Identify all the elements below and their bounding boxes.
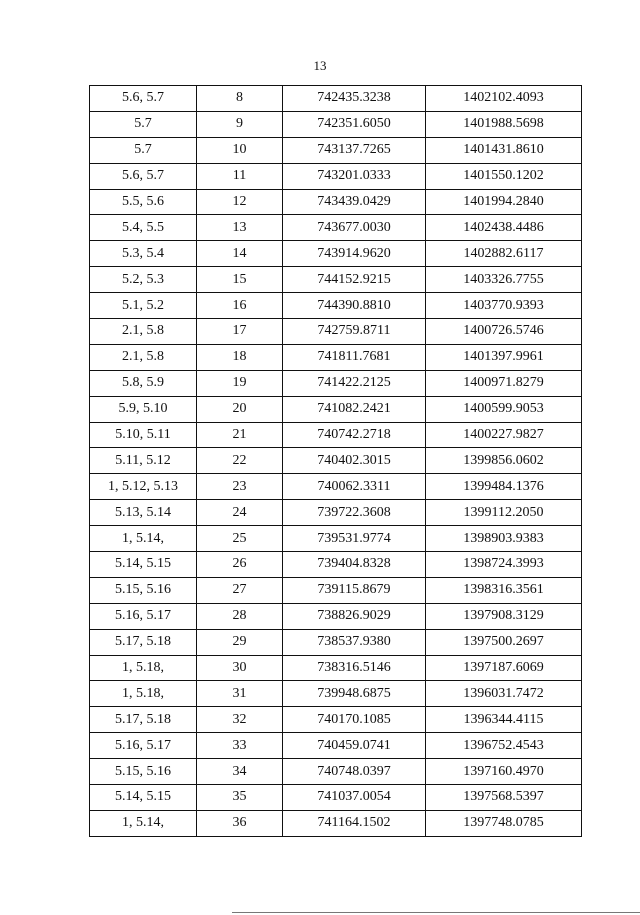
- y-coordinate-cell: 1400227.9827: [426, 422, 582, 448]
- y-coordinate-cell: 1399856.0602: [426, 448, 582, 474]
- table-row: [90, 111, 582, 137]
- point-number-cell: 18: [197, 344, 283, 370]
- y-coordinate-cell: 1399112.2050: [426, 500, 582, 526]
- coordinates-table: [89, 85, 582, 837]
- section-cell: 2.1, 5.8: [90, 319, 197, 345]
- x-coordinate-cell: 741422.2125: [283, 370, 426, 396]
- table-row: [90, 215, 582, 241]
- y-coordinate-cell: 1397500.2697: [426, 629, 582, 655]
- x-coordinate-cell: 740062.3311: [283, 474, 426, 500]
- y-coordinate-cell: 1399484.1376: [426, 474, 582, 500]
- table-row: [90, 577, 582, 603]
- x-coordinate-cell: 742351.6050: [283, 111, 426, 137]
- point-number-cell: 30: [197, 655, 283, 681]
- point-number-cell: 16: [197, 293, 283, 319]
- point-number-cell: 28: [197, 603, 283, 629]
- point-number-cell: 20: [197, 396, 283, 422]
- y-coordinate-cell: 1402102.4093: [426, 86, 582, 112]
- section-cell: 5.14, 5.15: [90, 552, 197, 578]
- y-coordinate-cell: 1397160.4970: [426, 759, 582, 785]
- section-cell: 5.11, 5.12: [90, 448, 197, 474]
- table-row: [90, 474, 582, 500]
- x-coordinate-cell: 741811.7681: [283, 344, 426, 370]
- section-cell: 5.7: [90, 137, 197, 163]
- y-coordinate-cell: 1400971.8279: [426, 370, 582, 396]
- x-coordinate-cell: 741037.0054: [283, 785, 426, 811]
- table-row: [90, 759, 582, 785]
- table-row: [90, 267, 582, 293]
- y-coordinate-cell: 1403326.7755: [426, 267, 582, 293]
- y-coordinate-cell: 1401994.2840: [426, 189, 582, 215]
- point-number-cell: 36: [197, 810, 283, 836]
- point-number-cell: 15: [197, 267, 283, 293]
- section-cell: 5.7: [90, 111, 197, 137]
- section-cell: 5.16, 5.17: [90, 733, 197, 759]
- table-row: [90, 422, 582, 448]
- y-coordinate-cell: 1402438.4486: [426, 215, 582, 241]
- point-number-cell: 22: [197, 448, 283, 474]
- table-row: [90, 189, 582, 215]
- y-coordinate-cell: 1400599.9053: [426, 396, 582, 422]
- point-number-cell: 25: [197, 526, 283, 552]
- point-number-cell: 33: [197, 733, 283, 759]
- y-coordinate-cell: 1397748.0785: [426, 810, 582, 836]
- table-row: [90, 163, 582, 189]
- section-cell: 5.14, 5.15: [90, 785, 197, 811]
- y-coordinate-cell: 1401988.5698: [426, 111, 582, 137]
- x-coordinate-cell: 743677.0030: [283, 215, 426, 241]
- section-cell: 1, 5.14,: [90, 810, 197, 836]
- y-coordinate-cell: 1397187.6069: [426, 655, 582, 681]
- y-coordinate-cell: 1402882.6117: [426, 241, 582, 267]
- table-row: [90, 319, 582, 345]
- table-row: [90, 448, 582, 474]
- point-number-cell: 21: [197, 422, 283, 448]
- x-coordinate-cell: 743914.9620: [283, 241, 426, 267]
- section-cell: 5.9, 5.10: [90, 396, 197, 422]
- table-row: [90, 500, 582, 526]
- point-number-cell: 17: [197, 319, 283, 345]
- x-coordinate-cell: 739115.8679: [283, 577, 426, 603]
- point-number-cell: 13: [197, 215, 283, 241]
- x-coordinate-cell: 738316.5146: [283, 655, 426, 681]
- section-cell: 2.1, 5.8: [90, 344, 197, 370]
- x-coordinate-cell: 740748.0397: [283, 759, 426, 785]
- x-coordinate-cell: 742435.3238: [283, 86, 426, 112]
- section-cell: 5.8, 5.9: [90, 370, 197, 396]
- section-cell: 5.15, 5.16: [90, 577, 197, 603]
- x-coordinate-cell: 743439.0429: [283, 189, 426, 215]
- point-number-cell: 11: [197, 163, 283, 189]
- y-coordinate-cell: 1400726.5746: [426, 319, 582, 345]
- coordinates-table-body: [90, 86, 582, 837]
- table-row: [90, 344, 582, 370]
- table-row: [90, 293, 582, 319]
- point-number-cell: 31: [197, 681, 283, 707]
- x-coordinate-cell: 738826.9029: [283, 603, 426, 629]
- table-row: [90, 810, 582, 836]
- table-row: [90, 629, 582, 655]
- y-coordinate-cell: 1396031.7472: [426, 681, 582, 707]
- point-number-cell: 9: [197, 111, 283, 137]
- section-cell: 1, 5.18,: [90, 655, 197, 681]
- point-number-cell: 27: [197, 577, 283, 603]
- y-coordinate-cell: 1398724.3993: [426, 552, 582, 578]
- table-row: [90, 707, 582, 733]
- table-row: [90, 785, 582, 811]
- x-coordinate-cell: 740742.2718: [283, 422, 426, 448]
- x-coordinate-cell: 739404.8328: [283, 552, 426, 578]
- table-row: [90, 603, 582, 629]
- x-coordinate-cell: 740459.0741: [283, 733, 426, 759]
- page-number: 13: [313, 58, 327, 73]
- section-cell: 5.10, 5.11: [90, 422, 197, 448]
- y-coordinate-cell: 1401397.9961: [426, 344, 582, 370]
- x-coordinate-cell: 742759.8711: [283, 319, 426, 345]
- section-cell: 5.15, 5.16: [90, 759, 197, 785]
- y-coordinate-cell: 1401431.8610: [426, 137, 582, 163]
- x-coordinate-cell: 743137.7265: [283, 137, 426, 163]
- table-row: [90, 733, 582, 759]
- x-coordinate-cell: 738537.9380: [283, 629, 426, 655]
- table-row: [90, 655, 582, 681]
- section-cell: 5.13, 5.14: [90, 500, 197, 526]
- section-cell: 5.4, 5.5: [90, 215, 197, 241]
- section-cell: 5.16, 5.17: [90, 603, 197, 629]
- point-number-cell: 34: [197, 759, 283, 785]
- x-coordinate-cell: 740170.1085: [283, 707, 426, 733]
- point-number-cell: 19: [197, 370, 283, 396]
- x-coordinate-cell: 739531.9774: [283, 526, 426, 552]
- section-cell: 5.17, 5.18: [90, 629, 197, 655]
- y-coordinate-cell: 1401550.1202: [426, 163, 582, 189]
- table-row: [90, 681, 582, 707]
- x-coordinate-cell: 743201.0333: [283, 163, 426, 189]
- x-coordinate-cell: 741164.1502: [283, 810, 426, 836]
- table-row: [90, 370, 582, 396]
- point-number-cell: 35: [197, 785, 283, 811]
- table-row: [90, 241, 582, 267]
- y-coordinate-cell: 1398903.9383: [426, 526, 582, 552]
- x-coordinate-cell: 740402.3015: [283, 448, 426, 474]
- x-coordinate-cell: 739948.6875: [283, 681, 426, 707]
- table-row: [90, 86, 582, 112]
- point-number-cell: 23: [197, 474, 283, 500]
- point-number-cell: 10: [197, 137, 283, 163]
- y-coordinate-cell: 1398316.3561: [426, 577, 582, 603]
- section-cell: 5.5, 5.6: [90, 189, 197, 215]
- section-cell: 5.6, 5.7: [90, 86, 197, 112]
- table-row: [90, 526, 582, 552]
- point-number-cell: 12: [197, 189, 283, 215]
- point-number-cell: 26: [197, 552, 283, 578]
- point-number-cell: 14: [197, 241, 283, 267]
- point-number-cell: 32: [197, 707, 283, 733]
- table-row: [90, 396, 582, 422]
- x-coordinate-cell: 741082.2421: [283, 396, 426, 422]
- x-coordinate-cell: 744152.9215: [283, 267, 426, 293]
- section-cell: 1, 5.18,: [90, 681, 197, 707]
- y-coordinate-cell: 1403770.9393: [426, 293, 582, 319]
- section-cell: 5.3, 5.4: [90, 241, 197, 267]
- section-cell: 5.1, 5.2: [90, 293, 197, 319]
- point-number-cell: 24: [197, 500, 283, 526]
- table-row: [90, 137, 582, 163]
- y-coordinate-cell: 1396752.4543: [426, 733, 582, 759]
- point-number-cell: 29: [197, 629, 283, 655]
- section-cell: 1, 5.14,: [90, 526, 197, 552]
- y-coordinate-cell: 1397568.5397: [426, 785, 582, 811]
- y-coordinate-cell: 1397908.3129: [426, 603, 582, 629]
- x-coordinate-cell: 739722.3608: [283, 500, 426, 526]
- page-bottom-rule: [232, 912, 640, 913]
- section-cell: 1, 5.12, 5.13: [90, 474, 197, 500]
- section-cell: 5.6, 5.7: [90, 163, 197, 189]
- table-row: [90, 552, 582, 578]
- y-coordinate-cell: 1396344.4115: [426, 707, 582, 733]
- point-number-cell: 8: [197, 86, 283, 112]
- section-cell: 5.2, 5.3: [90, 267, 197, 293]
- section-cell: 5.17, 5.18: [90, 707, 197, 733]
- x-coordinate-cell: 744390.8810: [283, 293, 426, 319]
